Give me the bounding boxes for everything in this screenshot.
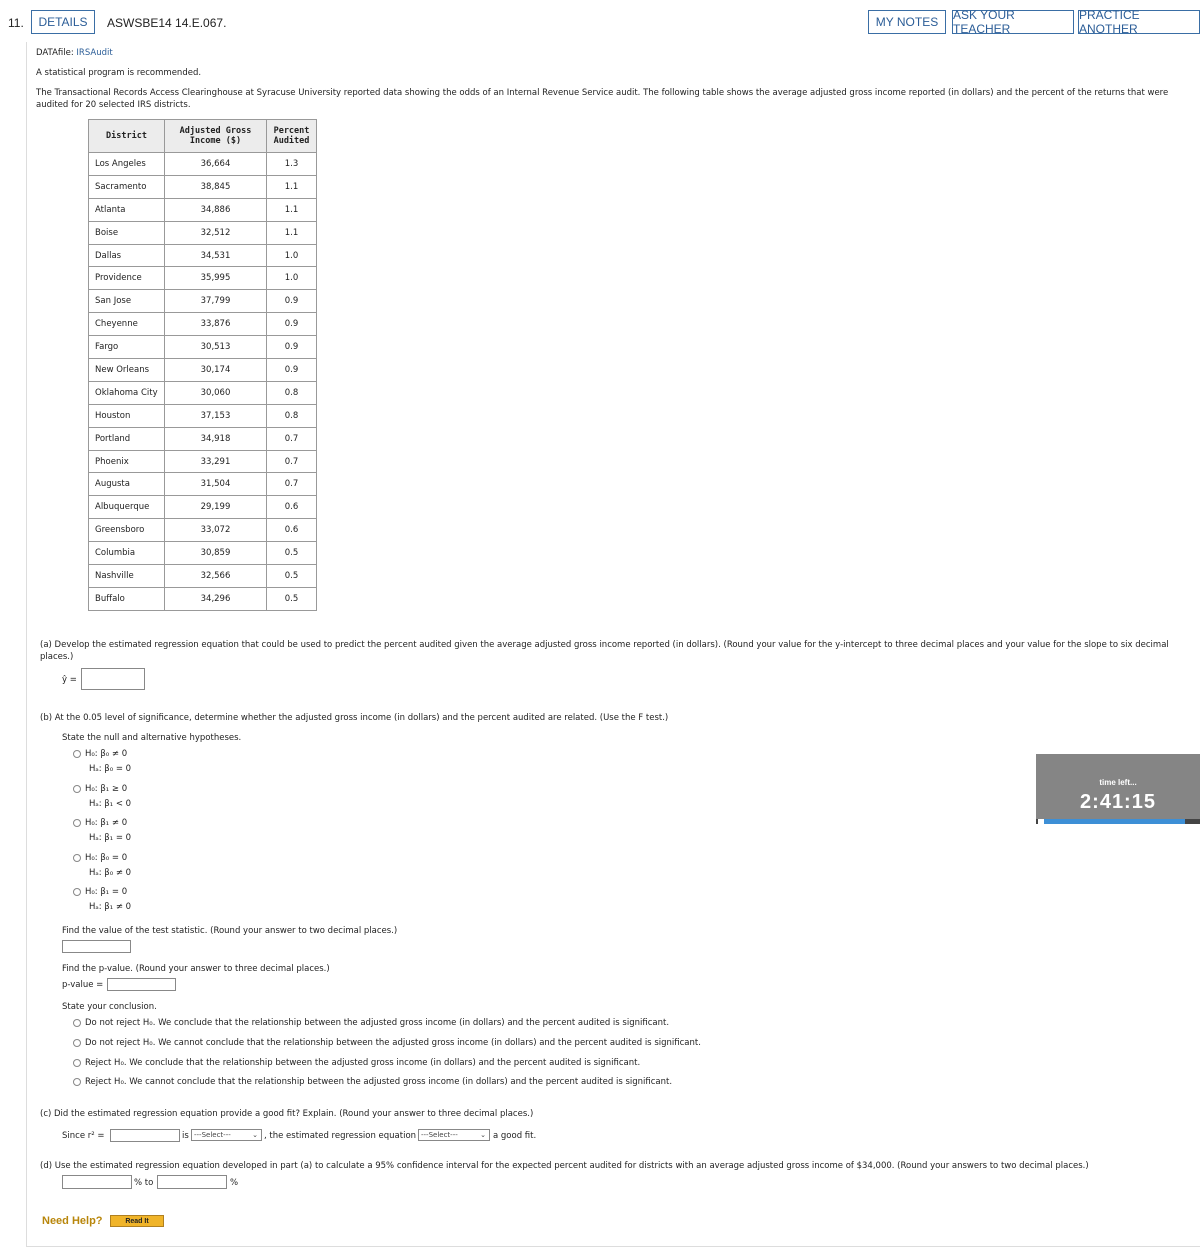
table-row [89,153,317,176]
datafile-link[interactable]: IRSAudit [76,48,113,58]
pvalue-prompt: Find the p-value. (Round your answer to three decimal places.) [62,964,330,974]
conclusion-text: Do not reject H₀. We cannot conclude that the relationship between the adjusted gross income (in dollars) and the percent audited is significant. [85,1038,701,1048]
null-hypothesis: H₀: β₀ ≠ 0 [85,749,128,759]
datafile-line [36,47,113,59]
radio-button[interactable] [73,1039,81,1047]
radio-button[interactable] [73,854,81,862]
fit-select-1[interactable] [191,1129,262,1141]
conclusion-option[interactable] [73,1037,701,1049]
percent-cell: 1.1 [267,221,317,244]
district-cell: Albuquerque [89,496,165,519]
radio-button[interactable] [73,1078,81,1086]
since-r2-label: Since r² = [62,1131,105,1141]
percent-cell: 0.7 [267,473,317,496]
radio-button[interactable] [73,1019,81,1027]
percent-cell: 0.9 [267,359,317,382]
ci-high-input[interactable] [157,1175,227,1189]
good-fit-label: a good fit. [493,1131,537,1141]
details-button[interactable]: DETAILS [31,10,95,34]
alternative-hypothesis: Hₐ: β₀ ≠ 0 [89,868,132,878]
district-cell: Portland [89,427,165,450]
question-id: ASWSBE14 14.E.067. [107,16,227,30]
alternative-hypothesis: Hₐ: β₁ < 0 [89,799,132,809]
percent-cell: 0.8 [267,404,317,427]
district-cell: Cheyenne [89,313,165,336]
fit-select-2-value: ---Select--- [421,1131,458,1139]
table-row [89,267,317,290]
my-notes-button[interactable]: MY NOTES [868,10,946,34]
income-cell: 36,664 [165,153,267,176]
district-cell: New Orleans [89,359,165,382]
table-row [89,381,317,404]
district-cell: Providence [89,267,165,290]
district-cell: San Jose [89,290,165,313]
table-row [89,404,317,427]
percent-cell: 0.5 [267,565,317,588]
ci-percent-label: % [230,1178,239,1188]
is-label: is [182,1131,189,1141]
percent-cell: 0.7 [267,450,317,473]
income-cell: 35,995 [165,267,267,290]
table-row [89,496,317,519]
income-cell: 37,799 [165,290,267,313]
district-cell: Sacramento [89,175,165,198]
question-number: 11. [8,16,24,30]
alternative-hypothesis: Hₐ: β₀ = 0 [89,764,132,774]
table-row [89,198,317,221]
test-stat-prompt: Find the value of the test statistic. (Round your answer to two decimal places.) [62,926,398,936]
timer-value: 2:41:15 [1080,791,1156,813]
header-income: Adjusted Gross Income ($) [165,120,267,153]
table-row [89,244,317,267]
income-cell: 30,859 [165,542,267,565]
header-district: District [89,120,165,153]
data-table [88,119,317,611]
table-row [89,336,317,359]
income-cell: 31,504 [165,473,267,496]
alternative-hypothesis: Hₐ: β₁ ≠ 0 [89,902,132,912]
null-hypothesis: H₀: β₁ = 0 [85,887,128,897]
percent-cell: 0.9 [267,336,317,359]
hypothesis-option[interactable] [73,817,127,829]
income-cell: 29,199 [165,496,267,519]
fit-select-1-value: ---Select--- [194,1131,231,1139]
radio-button[interactable] [73,750,81,758]
regression-label: , the estimated regression equation [264,1131,417,1141]
need-help-label: Need Help? [42,1215,103,1227]
table-row [89,542,317,565]
yhat-input[interactable] [81,668,145,690]
conclusion-option[interactable] [73,1017,669,1029]
percent-cell: 0.9 [267,313,317,336]
income-cell: 32,512 [165,221,267,244]
chevron-down-icon: ⌄ [480,1131,486,1139]
district-cell: Dallas [89,244,165,267]
timer-label: time left... [1099,778,1137,787]
timer-widget [1036,754,1200,824]
district-cell: Oklahoma City [89,381,165,404]
table-row [89,359,317,382]
district-cell: Fargo [89,336,165,359]
income-cell: 30,060 [165,381,267,404]
income-cell: 38,845 [165,175,267,198]
district-cell: Houston [89,404,165,427]
r2-input[interactable] [110,1129,180,1142]
practice-another-button[interactable]: PRACTICE ANOTHER [1078,10,1200,34]
table-row [89,450,317,473]
district-cell: Augusta [89,473,165,496]
table-row [89,587,317,610]
district-cell: Greensboro [89,519,165,542]
null-hypothesis: H₀: β₀ = 0 [85,853,128,863]
timer-toggle-icon[interactable] [1038,819,1044,824]
fit-select-2[interactable] [418,1129,490,1141]
hypothesis-option[interactable] [73,748,127,760]
conclusion-option[interactable] [73,1076,672,1088]
pvalue-input[interactable] [107,978,176,991]
district-cell: Atlanta [89,198,165,221]
income-cell: 34,886 [165,198,267,221]
percent-cell: 1.0 [267,267,317,290]
conclusion-text: Reject H₀. We conclude that the relationship between the adjusted gross income (in dollars) and the percent audited is significant. [85,1058,641,1068]
datafile-label: DATAfile: [36,48,74,58]
problem-description: The Transactional Records Access Clearinghouse at Syracuse University reported data showing the odds of an Internal Revenue Service audit. The following table shows the average adjusted gross income reported (in dollars) and the percent of the returns that were audited for 20 selected IRS districts. [36,88,1169,110]
income-cell: 34,531 [165,244,267,267]
radio-button[interactable] [73,888,81,896]
radio-button[interactable] [73,819,81,827]
table-row [89,473,317,496]
part-b-text: (b) At the 0.05 level of significance, determine whether the adjusted gross income (in dollars) and the percent audited are related. (Use the F test.) [40,713,669,723]
income-cell: 34,918 [165,427,267,450]
hypothesis-option[interactable] [73,783,127,795]
table-row [89,427,317,450]
radio-button[interactable] [73,1059,81,1067]
table-row [89,565,317,588]
percent-cell: 0.8 [267,381,317,404]
percent-cell: 0.7 [267,427,317,450]
district-cell: Boise [89,221,165,244]
percent-cell: 1.3 [267,153,317,176]
table-row [89,290,317,313]
recommend-text: A statistical program is recommended. [36,68,202,78]
timer-progress-fill [1042,819,1185,824]
chevron-down-icon: ⌄ [252,1131,258,1139]
percent-cell: 0.6 [267,519,317,542]
table-row [89,221,317,244]
radio-button[interactable] [73,785,81,793]
income-cell: 34,296 [165,587,267,610]
percent-cell: 1.1 [267,175,317,198]
alternative-hypothesis: Hₐ: β₁ = 0 [89,833,132,843]
income-cell: 33,876 [165,313,267,336]
conclusion-text: Do not reject H₀. We conclude that the relationship between the adjusted gross income (in dollars) and the percent audited is significant. [85,1018,670,1028]
percent-cell: 0.5 [267,542,317,565]
income-cell: 32,566 [165,565,267,588]
part-d-text: (d) Use the estimated regression equation developed in part (a) to calculate a 95% confidence interval for the expected percent audited for districts with an average adjusted gross income of $34,000. (Round your answers to two decimal places.) [40,1161,1089,1171]
hypotheses-prompt: State the null and alternative hypotheses. [62,733,242,743]
test-stat-input[interactable] [62,940,131,953]
income-cell: 33,291 [165,450,267,473]
null-hypothesis: H₀: β₁ ≠ 0 [85,818,128,828]
hypothesis-option[interactable] [73,886,127,898]
income-cell: 33,072 [165,519,267,542]
pvalue-label: p-value = [62,980,104,990]
district-cell: Nashville [89,565,165,588]
ci-low-input[interactable] [62,1175,132,1189]
percent-cell: 0.5 [267,587,317,610]
part-c-text: (c) Did the estimated regression equation provide a good fit? Explain. (Round your answer to three decimal places.) [40,1109,534,1119]
conclusion-option[interactable] [73,1057,640,1069]
table-row [89,175,317,198]
district-cell: Phoenix [89,450,165,473]
district-cell: Los Angeles [89,153,165,176]
income-cell: 37,153 [165,404,267,427]
table-row [89,313,317,336]
header-percent: Percent Audited [267,120,317,153]
null-hypothesis: H₀: β₁ ≥ 0 [85,784,128,794]
conclusion-text: Reject H₀. We cannot conclude that the relationship between the adjusted gross income (in dollars) and the percent audited is significant. [85,1077,673,1087]
percent-cell: 0.9 [267,290,317,313]
percent-cell: 0.6 [267,496,317,519]
percent-cell: 1.0 [267,244,317,267]
hypothesis-option[interactable] [73,852,127,864]
income-cell: 30,513 [165,336,267,359]
read-it-button[interactable]: Read It [110,1215,164,1227]
conclusion-prompt: State your conclusion. [62,1002,157,1012]
part-a-text: (a) Develop the estimated regression equation that could be used to predict the percent audited given the average adjusted gross income reported (in dollars). (Round your value for the y-intercept to three decimal places and your value for the slope to six decimal places.) [40,640,1169,662]
ci-to-label: % to [134,1178,154,1188]
district-cell: Buffalo [89,587,165,610]
table-row [89,519,317,542]
district-cell: Columbia [89,542,165,565]
ask-teacher-button[interactable]: ASK YOUR TEACHER [952,10,1074,34]
income-cell: 30,174 [165,359,267,382]
yhat-label: ŷ = [62,675,77,685]
percent-cell: 1.1 [267,198,317,221]
